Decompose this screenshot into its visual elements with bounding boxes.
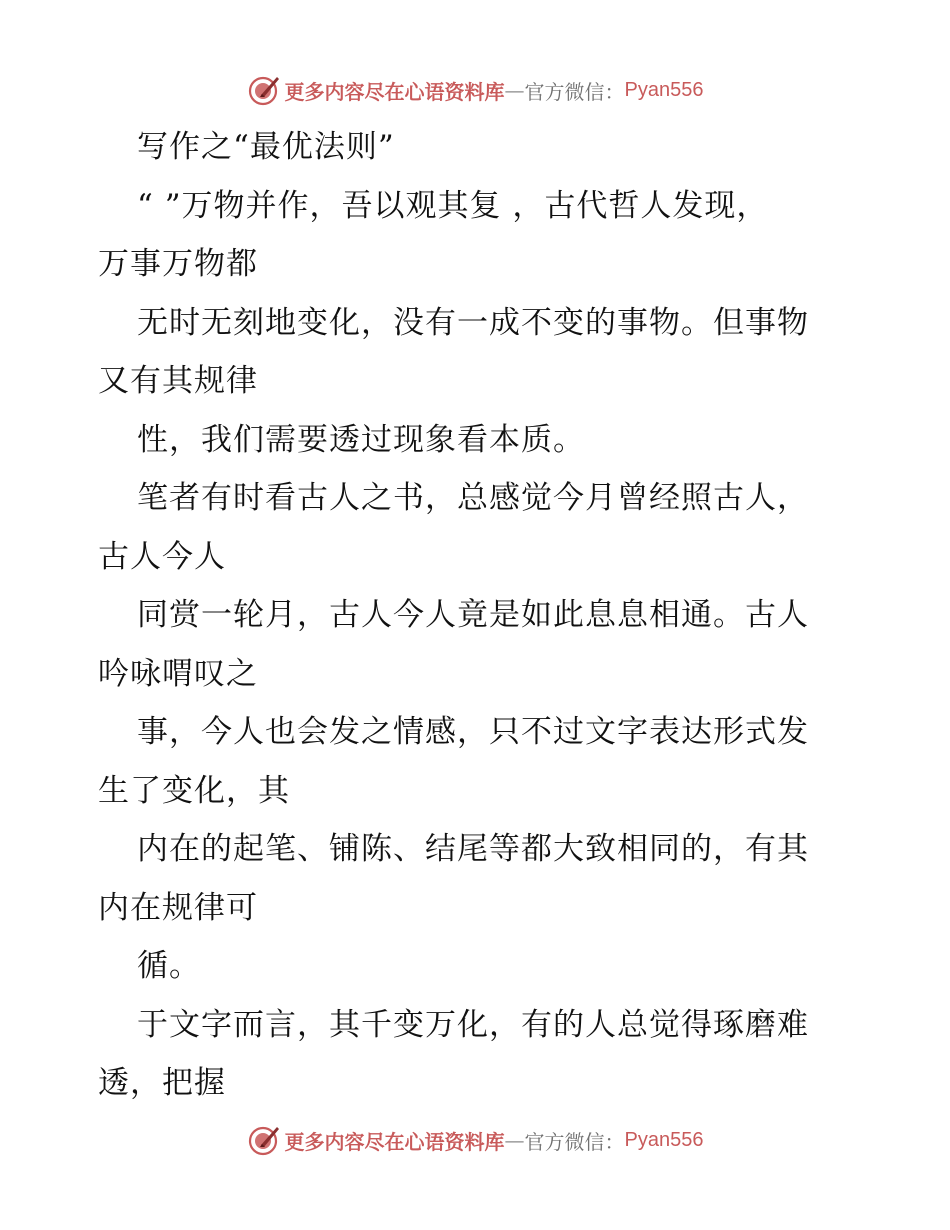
text-line: 于文字而言，其千变万化，有的人总觉得琢磨难 xyxy=(137,1006,809,1043)
quill-pen-logo-icon xyxy=(247,1123,281,1157)
quill-pen-logo-icon xyxy=(247,73,281,107)
banner-wechat-id: Pyan556 xyxy=(624,78,704,101)
text-line: 生了变化，其 xyxy=(98,772,290,809)
text-line: “ ”万物并作，吾以观其复 ，古代哲人发现， xyxy=(137,187,769,224)
text-line: 古人今人 xyxy=(98,538,226,575)
banner-separator: — xyxy=(504,78,525,102)
text-line: 内在规律可 xyxy=(98,889,258,926)
text-line: 万事万物都 xyxy=(98,246,258,282)
text-line: 同赏一轮月，古人今人竟是如此息息相通。古人 xyxy=(137,597,809,633)
text-line: 性，我们需要透过现象看本质。 xyxy=(137,421,585,458)
text-line: 吟咏喟叹之 xyxy=(98,655,258,692)
text-line: 内在的起笔、铺陈、结尾等都大致相同的，有其 xyxy=(137,831,809,867)
document-title: 写作之“最优法则” xyxy=(137,129,395,165)
banner-wechat-label: 官方微信： xyxy=(524,79,625,104)
header-banner xyxy=(0,70,950,110)
text-line: 无时无刻地变化，没有一成不变的事物。但事物 xyxy=(137,304,809,341)
text-line: 循。 xyxy=(137,948,201,984)
text-line: 笔者有时看古人之书，总感觉今月曾经照古人， xyxy=(137,480,809,516)
banner-site-text: 更多内容尽在心语资料库 xyxy=(284,79,505,104)
banner-wechat-label: 官方微信： xyxy=(524,1129,625,1154)
document-body xyxy=(98,118,858,1113)
text-line: 透，把握 xyxy=(98,1065,226,1101)
text-line: 事，今人也会发之情感，只不过文字表达形式发 xyxy=(137,714,809,750)
text-line: 又有其规律 xyxy=(98,363,258,399)
footer-banner xyxy=(0,1120,950,1160)
banner-site-text: 更多内容尽在心语资料库 xyxy=(284,1129,505,1154)
banner-separator: — xyxy=(504,1128,525,1152)
banner-wechat-id: Pyan556 xyxy=(624,1128,704,1151)
